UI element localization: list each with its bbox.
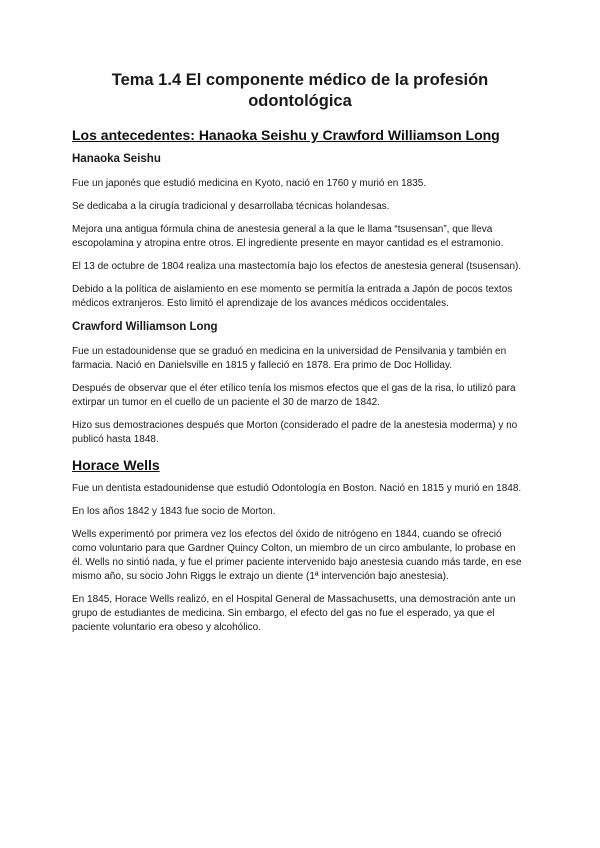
- paragraph: En los años 1842 y 1843 fue socio de Morton.: [72, 506, 276, 517]
- paragraph: Fue un estadounidense que se graduó en medicina en la universidad de Pensilvania y también en farmacia. Nació en Danielsville en 1815 y falleció en 1878. Era primo de Doc Holliday.: [72, 346, 507, 371]
- paragraph: Fue un japonés que estudió medicina en Kyoto, nació en 1760 y murió en 1835.: [72, 178, 427, 189]
- section-heading-antecedentes: Los antecedentes: Hanaoka Seishu y Crawford Williamson Long: [72, 127, 500, 143]
- paragraph: En 1845, Horace Wells realizó, en el Hospital General de Massachusetts, una demostración ante un grupo de estudiantes de medicina. Sin embargo, el efecto del gas no fue el esperado, ya que el paciente voluntario era obeso y alcohólico.: [72, 594, 516, 633]
- paragraph: Mejora una antigua fórmula china de anestesia general a la que le llama “tsusensan”, que lleva escopolamina y atropina entre otros. El ingrediente presente en mayor cantidad es el estramonio.: [72, 224, 504, 249]
- paragraph: Después de observar que el éter etílico tenía los mismos efectos que el gas de la risa, lo utilizó para extirpar un tumor en el cuello de un paciente el 30 de marzo de 1842.: [72, 383, 516, 408]
- paragraph: Debido a la política de aislamiento en ese momento se permitía la entrada a Japón de pocos textos médicos extranjeros. Esto limitó el aprendizaje de los avances médicos occidentales.: [72, 284, 513, 309]
- subheading-crawford-long: Crawford Williamson Long: [72, 321, 218, 333]
- page-title: Tema 1.4 El componente médico de la profesión odontológica: [111, 71, 489, 110]
- paragraph: Se dedicaba a la cirugía tradicional y desarrollaba técnicas holandesas.: [72, 201, 390, 212]
- subheading-hanaoka-seishu: Hanaoka Seishu: [72, 153, 161, 165]
- section-heading-horace-wells: Horace Wells: [72, 457, 160, 473]
- paragraph: Wells experimentó por primera vez los efectos del óxido de nitrógeno en 1844, cuando se ofreció como voluntario para que Gardner Quincy Colton, un miembro de un circo ambulante, lo probase en él. Wells no sintió nada, y fue el primer paciente intervenido bajo anestesia cuando más tarde, en ese mismo año, su socio John Riggs le extrajo un diente (1ª intervención bajo anestesia).: [72, 529, 522, 582]
- paragraph: El 13 de octubre de 1804 realiza una mastectomía bajo los efectos de anestesia general (tsusensan).: [72, 261, 522, 272]
- paragraph: Hizo sus demostraciones después que Morton (considerado el padre de la anestesia moderma) y no publicó hasta 1848.: [72, 420, 518, 445]
- paragraph: Fue un dentista estadounidense que estudió Odontología en Boston. Nació en 1815 y murió en 1848.: [72, 483, 522, 494]
